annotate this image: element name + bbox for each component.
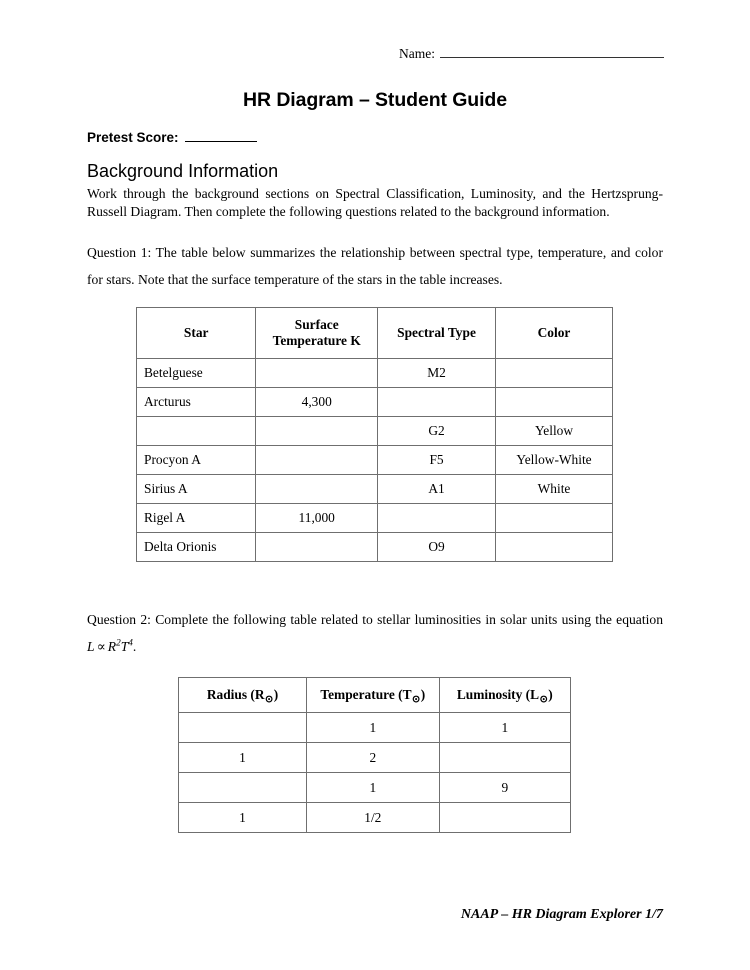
- luminosity-equation: [87, 636, 133, 654]
- column-header-surface-temperature-line2: Temperature K: [272, 333, 361, 348]
- table-header-row: [179, 678, 571, 713]
- cell-spectral-type: O9: [378, 533, 496, 562]
- column-header-star: [137, 308, 256, 359]
- cell-luminosity: 9: [439, 773, 570, 803]
- sun-symbol-icon: ⊙: [264, 693, 274, 706]
- sun-symbol-icon: ⊙: [411, 693, 421, 706]
- table-header: [179, 678, 571, 713]
- column-header-temperature-symbol: T: [402, 686, 412, 702]
- background-paragraph: Work through the background sections on Spectral Classification, Luminosity, and the Hertzsprung-Russell Diagram. Then complete the following questions related to the background information.: [87, 186, 663, 219]
- cell-color: Yellow: [496, 417, 613, 446]
- cell-color: White: [496, 475, 613, 504]
- table-row: [137, 504, 613, 533]
- luminosity-table: [178, 677, 571, 833]
- cell-star: Betelguese: [137, 359, 256, 388]
- cell-temperature: 1/2: [307, 803, 440, 833]
- cell-color[interactable]: [496, 359, 613, 388]
- table-row: [179, 773, 571, 803]
- equation-L: L: [87, 638, 95, 654]
- table-body: [179, 713, 571, 833]
- table-row: [137, 533, 613, 562]
- table-row: [179, 713, 571, 743]
- cell-spectral-type: F5: [378, 446, 496, 475]
- pretest-score-blank-line[interactable]: [185, 129, 257, 142]
- table-row: [137, 475, 613, 504]
- cell-spectral-type: G2: [378, 417, 496, 446]
- cell-color[interactable]: [496, 388, 613, 417]
- cell-radius[interactable]: [179, 773, 307, 803]
- pretest-score-label: Pretest Score:: [87, 130, 179, 145]
- cell-spectral-type[interactable]: [378, 388, 496, 417]
- table-header-row: [137, 308, 613, 359]
- cell-star: Sirius A: [137, 475, 256, 504]
- column-header-radius: Radius $(R_⊙)$: [179, 678, 307, 713]
- column-header-radius-name: Radius: [206, 686, 248, 702]
- column-header-luminosity-symbol: L: [530, 686, 540, 702]
- column-header-radius-symbol: R: [254, 686, 265, 702]
- cell-temperature: 2: [307, 743, 440, 773]
- cell-temperature[interactable]: [256, 475, 378, 504]
- cell-spectral-type[interactable]: [378, 504, 496, 533]
- cell-spectral-type: A1: [378, 475, 496, 504]
- cell-luminosity[interactable]: [439, 803, 570, 833]
- cell-color[interactable]: [496, 533, 613, 562]
- column-header-spectral-type: [378, 308, 496, 359]
- cell-spectral-type: M2: [378, 359, 496, 388]
- table-row: [137, 388, 613, 417]
- cell-radius[interactable]: [179, 713, 307, 743]
- equation-proportional-symbol: ∝: [96, 638, 106, 654]
- table-body: [137, 359, 613, 562]
- cell-star: Arcturus: [137, 388, 256, 417]
- equation-R: R: [107, 638, 117, 654]
- cell-temperature: 1: [307, 713, 440, 743]
- name-label: Name:: [399, 46, 435, 61]
- equation-R-exponent: 2: [116, 636, 121, 647]
- table-row: [137, 359, 613, 388]
- page-footer: NAAP – HR Diagram Explorer 1/7: [460, 907, 663, 922]
- name-field-row: [399, 44, 664, 62]
- equation-period: .: [132, 638, 137, 654]
- cell-temperature[interactable]: [256, 359, 378, 388]
- column-header-luminosity: Luminosity $(L_⊙)$: [439, 678, 570, 713]
- cell-temperature: 11,000: [256, 504, 378, 533]
- column-header-color-line1: Color: [537, 324, 571, 340]
- cell-temperature: 1: [307, 773, 440, 803]
- cell-star[interactable]: [137, 417, 256, 446]
- column-header-color: [496, 308, 613, 359]
- cell-temperature[interactable]: [256, 417, 378, 446]
- spectral-classification-table: [136, 307, 613, 562]
- name-blank-line[interactable]: [440, 44, 664, 58]
- cell-star: Delta Orionis: [137, 533, 256, 562]
- cell-temperature[interactable]: [256, 446, 378, 475]
- table-header: [137, 308, 613, 359]
- column-header-surface-temperature: [256, 308, 378, 359]
- column-header-temperature-name: Temperature: [320, 686, 395, 702]
- column-header-temperature: Temperature $(T_⊙)$: [307, 678, 440, 713]
- table-row: [179, 803, 571, 833]
- cell-luminosity: 1: [439, 713, 570, 743]
- sun-symbol-icon: ⊙: [539, 693, 549, 706]
- table-row: [179, 743, 571, 773]
- column-header-luminosity-name: Luminosity: [456, 686, 523, 702]
- cell-star: Procyon A: [137, 446, 256, 475]
- cell-temperature[interactable]: [256, 533, 378, 562]
- column-header-spectral-type-line1: Spectral Type: [397, 324, 476, 340]
- cell-color: Yellow-White: [496, 446, 613, 475]
- column-header-surface-temperature-line1: Surface: [294, 316, 339, 332]
- pretest-score-row: [87, 129, 257, 145]
- question-2-sentence: Question 2: Complete the following table related to stellar luminosities in solar units using the equation: [87, 612, 663, 627]
- equation-T: T: [120, 638, 129, 654]
- cell-temperature: 4,300: [256, 388, 378, 417]
- cell-radius: 1: [179, 743, 307, 773]
- cell-star: Rigel A: [137, 504, 256, 533]
- section-heading-background: Background Information: [87, 161, 279, 181]
- equation-T-exponent: 4: [128, 636, 133, 647]
- table-row: [137, 417, 613, 446]
- question-2-text: [87, 607, 663, 660]
- page-title: HR Diagram – Student Guide: [243, 89, 507, 111]
- cell-luminosity[interactable]: [439, 743, 570, 773]
- table-row: [137, 446, 613, 475]
- cell-color[interactable]: [496, 504, 613, 533]
- cell-radius: 1: [179, 803, 307, 833]
- column-header-star-line1: Star: [183, 324, 209, 340]
- question-1-text: Question 1: The table below summarizes the relationship between spectral type, temperature, and color for stars. Note that the surface temperature of the stars in the table increases.: [87, 245, 663, 287]
